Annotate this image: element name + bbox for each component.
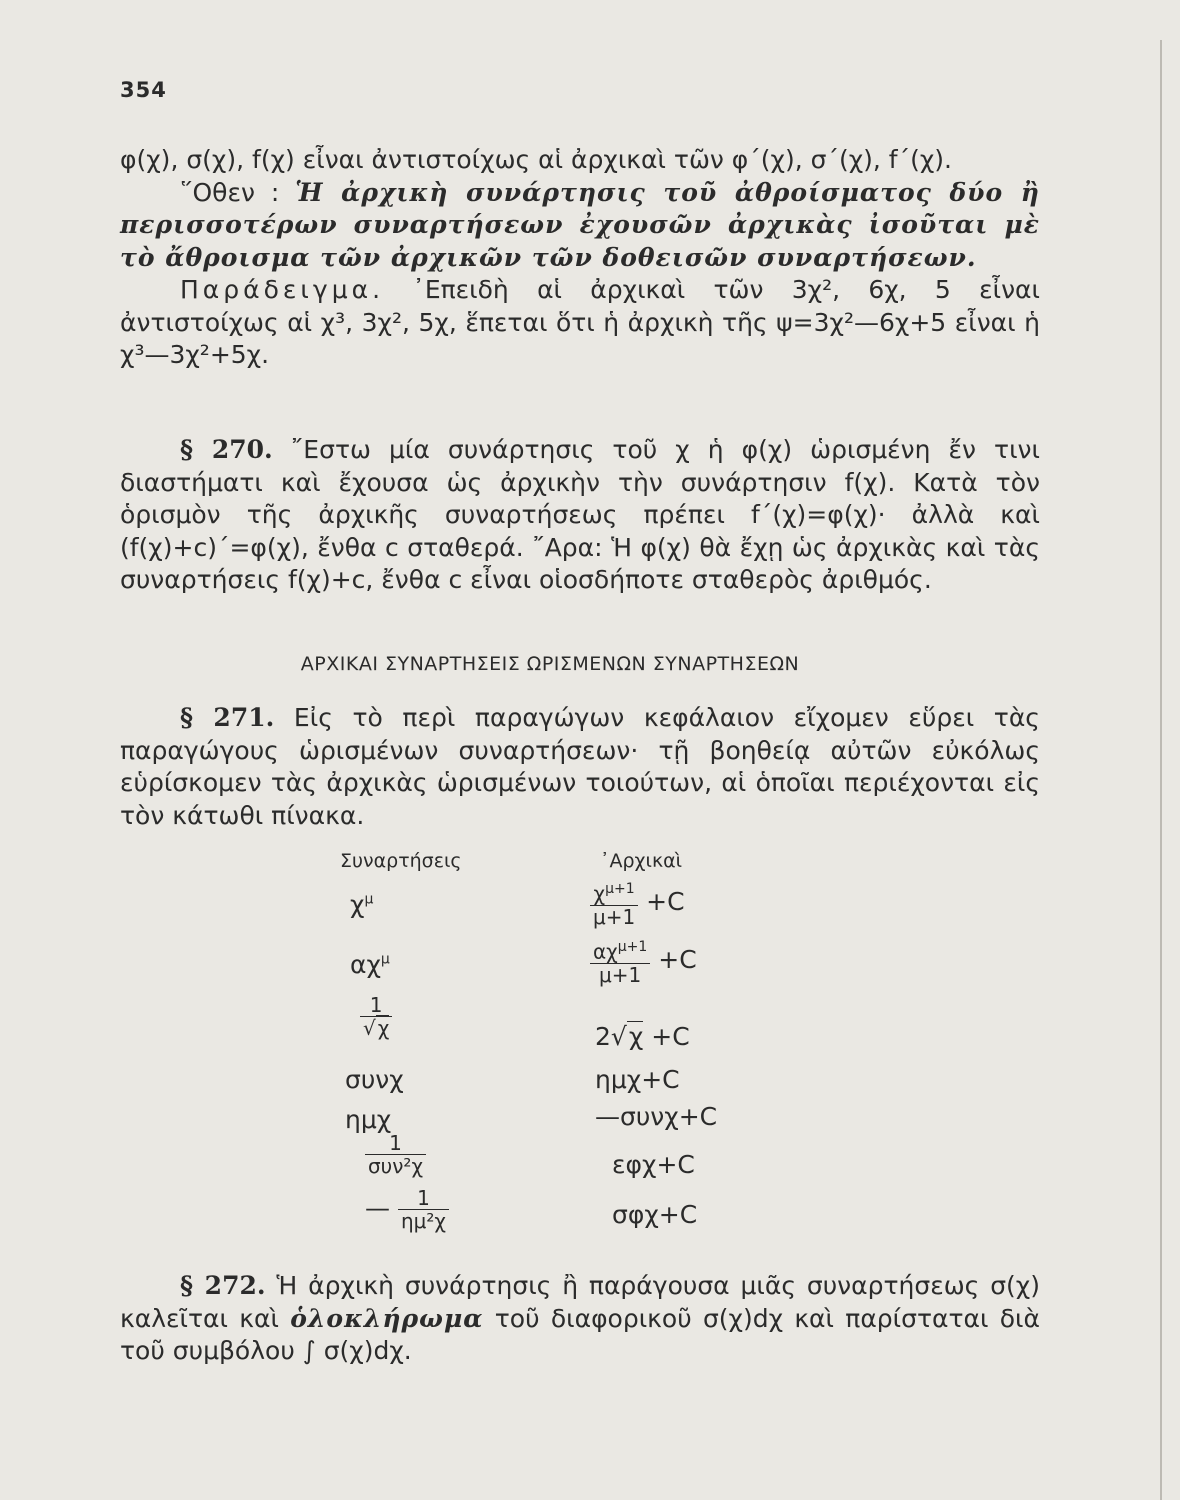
row2-num-exp: μ+1 xyxy=(617,939,648,955)
section-272-label: § 272. xyxy=(180,1271,266,1300)
row3-constant: +C xyxy=(643,1022,690,1051)
row2-constant: +C xyxy=(650,944,697,974)
row1-function-base: χ xyxy=(350,890,365,919)
paragraph-272 xyxy=(120,1270,1040,1368)
row7-fraction xyxy=(398,1187,449,1232)
section-271-label: § 271. xyxy=(180,703,275,732)
row1-num-exp: μ+1 xyxy=(605,881,635,897)
row1-antiderivative xyxy=(590,878,685,928)
row2-antiderivative xyxy=(590,936,697,986)
integral-term: ὁλοκλήρωμα xyxy=(290,1303,484,1333)
section-heading: ΑΡΧΙΚΑΙ ΣΥΝΑΡΤΗΣΕΙΣ ΩΡΙΣΜΕΝΩΝ ΣΥΝΑΡΤΗΣΕΩΝ xyxy=(300,653,800,675)
section-270-label: § 270. xyxy=(180,435,273,464)
para1-theorem-lead: ῞Οθεν : xyxy=(180,177,296,207)
row3-den-radicand: χ xyxy=(377,1016,390,1040)
row1-function xyxy=(350,890,373,919)
example-label: Παράδειγμα. xyxy=(180,275,385,304)
row1-function-exp: μ xyxy=(364,891,374,908)
row1-fraction xyxy=(590,878,638,928)
row1-num: χ xyxy=(593,881,606,906)
row3-radicand: χ xyxy=(628,1022,644,1051)
col-header-functions: Συναρτήσεις xyxy=(340,850,462,872)
col-header-antiderivatives: ᾿Αρχικαὶ xyxy=(600,850,683,872)
row7-sign: — xyxy=(365,1193,390,1223)
example-text: ᾿Επειδὴ αἱ ἀρχικαὶ τῶν 3χ², 6χ, 5 εἶναι ἀντιστοίχως αἱ χ³, 3χ², 5χ, ἕπεται ὅτι ἡ ἀρχικὴ τῆς ψ=3χ²—6χ+5 εἶναι ἡ χ³—3χ²+5χ. xyxy=(120,275,1040,369)
para1-theorem-emphasis: Ἡ ἀρχικὴ συνάρτησις τοῦ ἀθροίσματος δύο ἢ περισσοτέρων συναρτήσεων ἐχουσῶν ἀρχικὰς ἰσοῦται μὲ τὸ ἄθροισμα τῶν ἀρχικῶν τῶν δοθεισῶν συναρτήσεων. xyxy=(120,177,1040,272)
section-270-text: ῎Εστω μία συνάρτησις τοῦ χ ἡ φ(χ) ὡρισμένη ἔν τινι διαστήματι καὶ ἔχουσα ὡς ἀρχικὴν τὴν συνάρτησιν f(χ). Κατὰ τὸν ὁρισμὸν τῆς ἀρχικῆς συναρτήσεως πρέπει f΄(χ)=φ(χ)· ἀλλὰ καὶ (f(χ)+c)΄=φ(χ), ἔνθα c σταθερά. ῎Αρα: Ἡ φ(χ) θὰ ἔχῃ ὡς ἀρχικὰς καὶ τὰς συναρτήσεις f(χ)+c, ἔνθα c εἶναι οἱοσδήποτε σταθερὸς ἀριθμός. xyxy=(120,435,1040,594)
section-272-text-1: Ἡ ἀρχικὴ συνάρτησις ἢ παράγουσα μιᾶς συναρτήσεως σ(χ) καλεῖται καὶ xyxy=(120,1271,1040,1333)
row6-function xyxy=(365,1132,426,1177)
row2-num: αχ xyxy=(593,939,618,964)
row4-function: συνχ xyxy=(345,1065,404,1094)
row3-num: 1 xyxy=(369,993,383,1017)
row6-den: συν²χ xyxy=(365,1154,426,1177)
row3-coef: 2 xyxy=(595,1022,611,1051)
row2-function-base: αχ xyxy=(350,950,381,979)
row5-function: ημχ xyxy=(345,1105,392,1134)
row2-function xyxy=(350,950,390,979)
paragraph-271 xyxy=(120,702,1040,832)
row7-antiderivative: σφχ+C xyxy=(612,1200,698,1229)
row3-function xyxy=(360,994,392,1039)
row7-den: ημ²χ xyxy=(398,1209,449,1232)
section-271-text: Εἰς τὸ περὶ παραγώγων κεφάλαιον εἴχομεν εὕρει τὰς παραγώγους ὡρισμένων συναρτήσεων· τῇ βοηθείᾳ αὐτῶν εὐκόλως εὑρίσκομεν τὰς ἀρχικὰς ὡρισμένων τοιούτων, αἱ ὁποῖαι περιέχονται εἰς τὸν κάτωθι πίνακα. xyxy=(120,703,1040,830)
row6-num: 1 xyxy=(389,1131,402,1155)
page-number: 354 xyxy=(120,78,167,102)
row1-constant: +C xyxy=(638,886,685,916)
row6-fraction xyxy=(365,1132,426,1177)
page-edge-line xyxy=(1160,40,1162,1500)
row2-fraction xyxy=(590,936,650,986)
row2-function-exp: μ xyxy=(380,951,390,968)
row3-antiderivative: 2√χ +C xyxy=(595,1022,690,1051)
paragraph-270 xyxy=(120,434,1040,597)
para1-theorem xyxy=(120,177,1040,275)
row7-function xyxy=(365,1187,449,1232)
row3-fraction xyxy=(360,994,392,1039)
row7-num: 1 xyxy=(417,1186,430,1210)
antiderivative-table xyxy=(330,850,830,1250)
para1-example xyxy=(120,274,1040,372)
row2-den: μ+1 xyxy=(590,963,650,986)
para1-line1: φ(χ), σ(χ), f(χ) εἶναι ἀντιστοίχως αἱ ἀρχικαὶ τῶν φ΄(χ), σ΄(χ), f΄(χ). xyxy=(120,145,953,174)
row6-antiderivative: εφχ+C xyxy=(612,1150,695,1179)
paragraph-sum-rule xyxy=(120,144,1040,372)
row3-den: √ χ xyxy=(360,1016,392,1039)
row5-antiderivative: —συνχ+C xyxy=(595,1102,718,1131)
row4-antiderivative: ημχ+C xyxy=(595,1065,680,1094)
row1-den: μ+1 xyxy=(590,905,638,928)
section-272-text-2: τοῦ διαφορικοῦ σ(χ)dχ καὶ παρίσταται διὰ τοῦ συμβόλου ∫ σ(χ)dχ. xyxy=(120,1303,1040,1365)
